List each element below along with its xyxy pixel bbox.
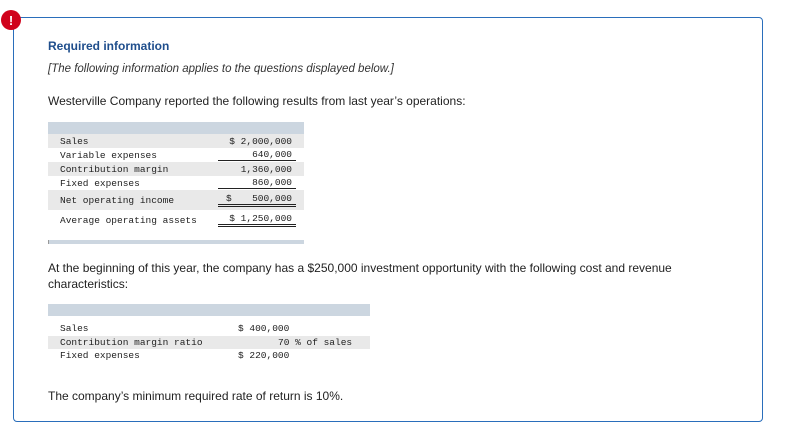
opportunity-text: At the beginning of this year, the company has a $250,000 investment opportunity with the following cost and revenue characteristics:	[48, 261, 672, 291]
alert-icon: !	[1, 10, 21, 30]
row-label: Sales	[60, 135, 89, 147]
table-row	[48, 336, 370, 350]
table-header-band	[48, 122, 304, 134]
closing-text: The company’s minimum required rate of return is 10%.	[48, 389, 344, 403]
table-row	[48, 349, 370, 363]
instruction-note: [The following information applies to the questions displayed below.]	[48, 63, 394, 75]
table-row	[48, 176, 304, 190]
row-value: 860,000	[218, 177, 296, 189]
row-value: 70 % of sales	[278, 336, 353, 348]
row-value	[218, 193, 296, 207]
row-label: Average operating assets	[60, 214, 197, 226]
intro-text: Westerville Company reported the following results from last year’s operations:	[48, 94, 466, 108]
row-label: Sales	[60, 323, 89, 335]
row-value: $ 2,000,000	[229, 135, 292, 147]
row-label: Net operating income	[60, 194, 175, 206]
row-label: Fixed expenses	[60, 350, 140, 362]
info-card	[13, 17, 763, 422]
opportunity-table	[48, 304, 370, 363]
row-label: Contribution margin	[60, 163, 169, 175]
table-row	[48, 162, 304, 176]
row-label: Contribution margin ratio	[60, 336, 203, 348]
section-title: Required information	[48, 39, 170, 53]
row-value: $ 1,250,000	[218, 213, 296, 227]
row-value: 1,360,000	[240, 163, 292, 175]
table-header-band	[48, 304, 370, 316]
table-row	[48, 148, 304, 162]
table-row	[48, 322, 370, 336]
table-row	[48, 190, 304, 210]
row-value: $ 400,000	[238, 323, 290, 335]
table-row	[48, 210, 304, 230]
results-table	[48, 122, 304, 244]
currency-symbol: $	[226, 193, 232, 204]
row-label: Fixed expenses	[60, 177, 140, 189]
row-label: Variable expenses	[60, 149, 157, 161]
table-footer-band	[48, 240, 304, 244]
row-value: $ 220,000	[238, 350, 290, 362]
row-value: 640,000	[218, 149, 296, 161]
table-row	[48, 134, 304, 148]
row-value-amount: 500,000	[252, 193, 292, 204]
